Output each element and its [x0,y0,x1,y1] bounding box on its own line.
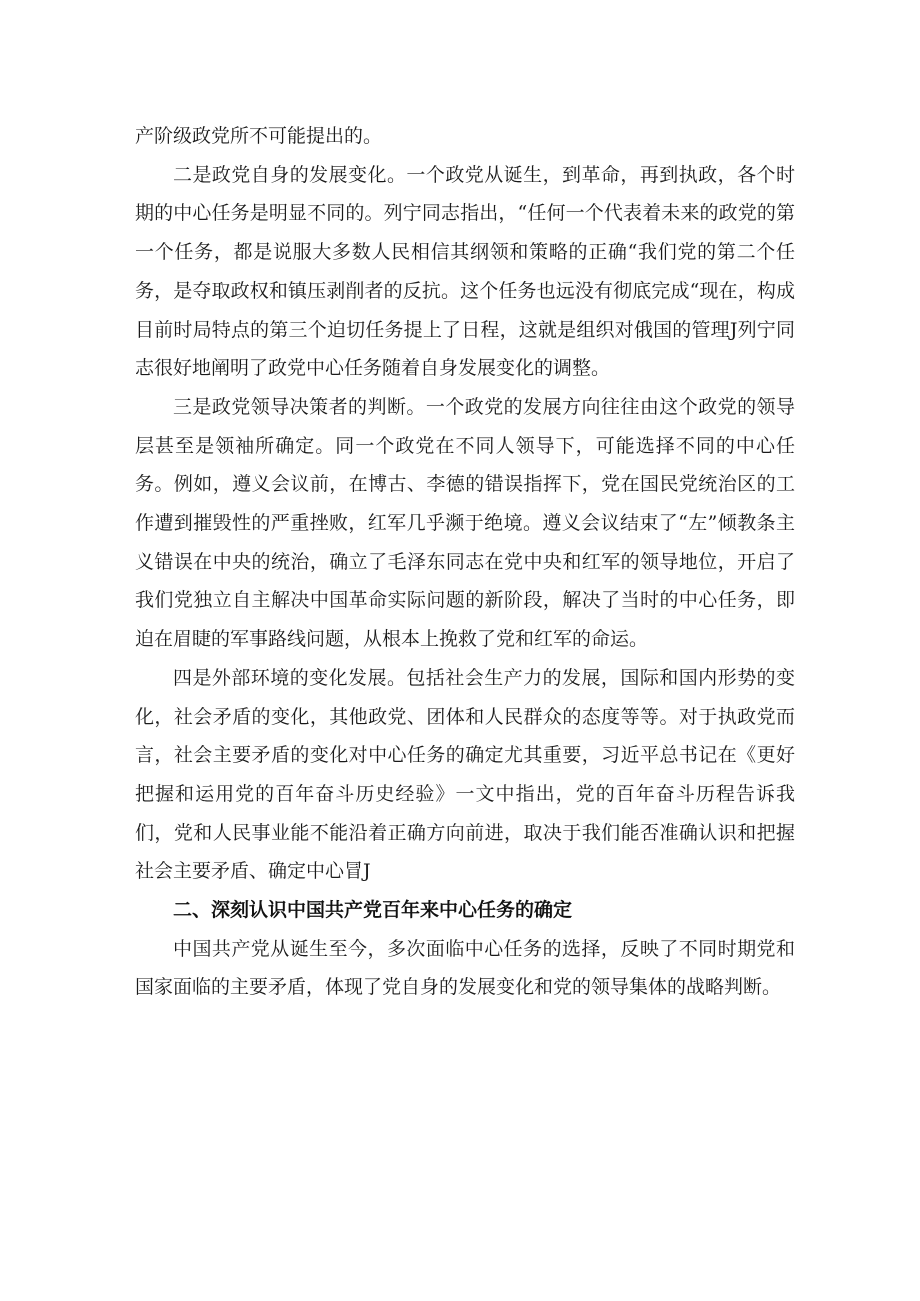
paragraph-section-intro: 中国共产党从诞生至今，多次面临中心任务的选择，反映了不同时期党和国家面临的主要矛盾，体现了党自身的发展变化和党的领导集体的战略判断。 [135,937,795,999]
paragraph-external-environment: 四是外部环境的变化发展。包括社会生产力的发展，国际和国内形势的变化，社会矛盾的变化，其他政党、团体和人民群众的态度等等。对于执政党而言，社会主要矛盾的变化对中心任务的确定尤其重要，习近平总书记在《更好把握和运用党的百年奋斗历史经验》一文中指出，党的百年奋斗历程告诉我们，党和人民事业能不能沿着正确方向前进，取决于我们能否准确认识和把握社会主要矛盾、确定中心冒J [135,666,795,883]
paragraph-party-development: 二是政党自身的发展变化。一个政党从诞生，到革命，再到执政，各个时期的中心任务是明显不同的。列宁同志指出，“任何一个代表着未来的政党的第一个任务，都是说服大多数人民相信其纲领和策略的正确“我们党的第二个任务，是夺取政权和镇压剥削者的反抗。这个任务也远没有彻底完成“现在，构成目前时局特点的第三个迫切任务提上了日程，这就是组织对俄国的管理J列宁同志很好地阐明了政党中心任务随着自身发展变化的调整。 [135,163,795,380]
paragraph-continuation: 产阶级政党所不可能提出的。 [135,125,383,147]
paragraph-leadership-judgment: 三是政党领导决策者的判断。一个政党的发展方向往往由这个政党的领导层甚至是领袖所确定。同一个政党在不同人领导下，可能选择不同的中心任务。例如，遵义会议前，在博古、李德的错误指挥下，党在国民党统治区的工作遭到摧毁性的严重挫败，红军几乎濒于绝境。遵义会议结束了“左”倾教条主义错误在中央的统治，确立了毛泽东同志在党中央和红军的领导地位，开启了我们党独立自主解决中国革命实际问题的新阶段，解决了当时的中心任务，即迫在眉睫的军事路线问题，从根本上挽救了党和红军的命运。 [135,395,795,651]
section-heading: 二、深刻认识中国共产党百年来中心任务的确定 [173,899,573,922]
document-body [135,117,795,1007]
